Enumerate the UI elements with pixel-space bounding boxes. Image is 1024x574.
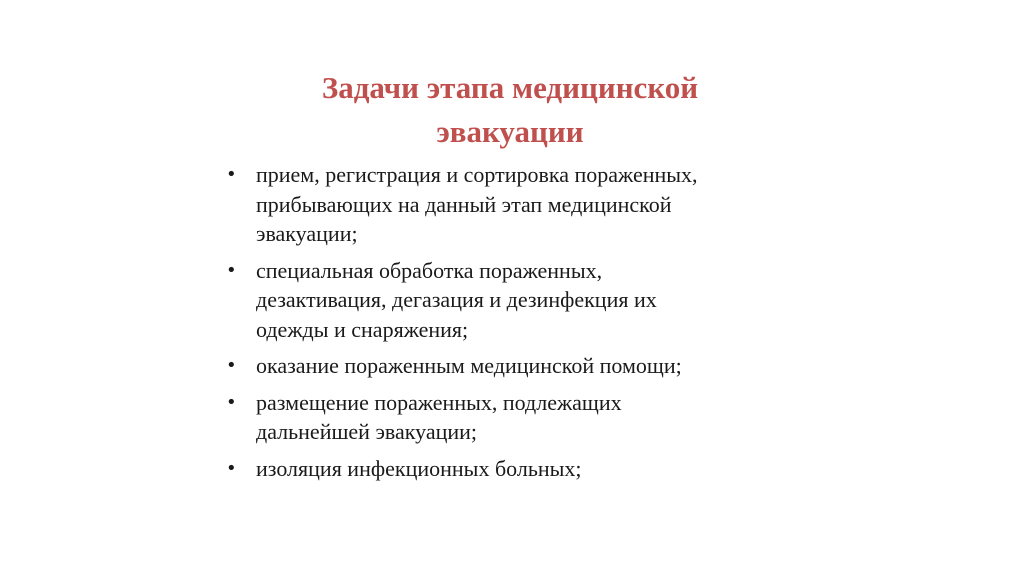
list-item (226, 160, 806, 249)
bullet-icon: • (226, 391, 237, 413)
bullet-icon: • (226, 355, 237, 376)
list-item (226, 388, 806, 447)
slide-title-line: Задачи этапа медицинской (321, 70, 699, 105)
list-item-text: размещение пораженных, подлежащих (256, 389, 622, 415)
slide-title-line: эвакуации (436, 114, 584, 149)
list-item (226, 351, 806, 381)
list-item-text: изоляция инфекционных больных; (256, 455, 582, 481)
list-item (226, 454, 806, 484)
list-item-text: дальнейшей эвакуации; (256, 419, 478, 444)
list-item-text: специальная обработка пораженных, (256, 257, 603, 283)
list-item-text: дезактивация, дегазация и дезинфекция их (256, 287, 657, 312)
bullet-icon: • (226, 164, 237, 185)
list-item-text: оказание пораженным медицинской помощи; (256, 353, 682, 378)
bullet-icon: • (226, 457, 237, 479)
list-item-text: одежды и снаряжения; (256, 316, 469, 342)
bullet-icon: • (226, 259, 237, 281)
list-item (226, 256, 806, 345)
task-list (226, 160, 806, 490)
list-item-text: эвакуации; (256, 221, 358, 246)
slide-title (230, 66, 790, 154)
list-item-text: прием, регистрация и сортировка пораженных, (256, 162, 698, 187)
list-item-text: прибывающих на данный этап медицинской (256, 191, 672, 217)
